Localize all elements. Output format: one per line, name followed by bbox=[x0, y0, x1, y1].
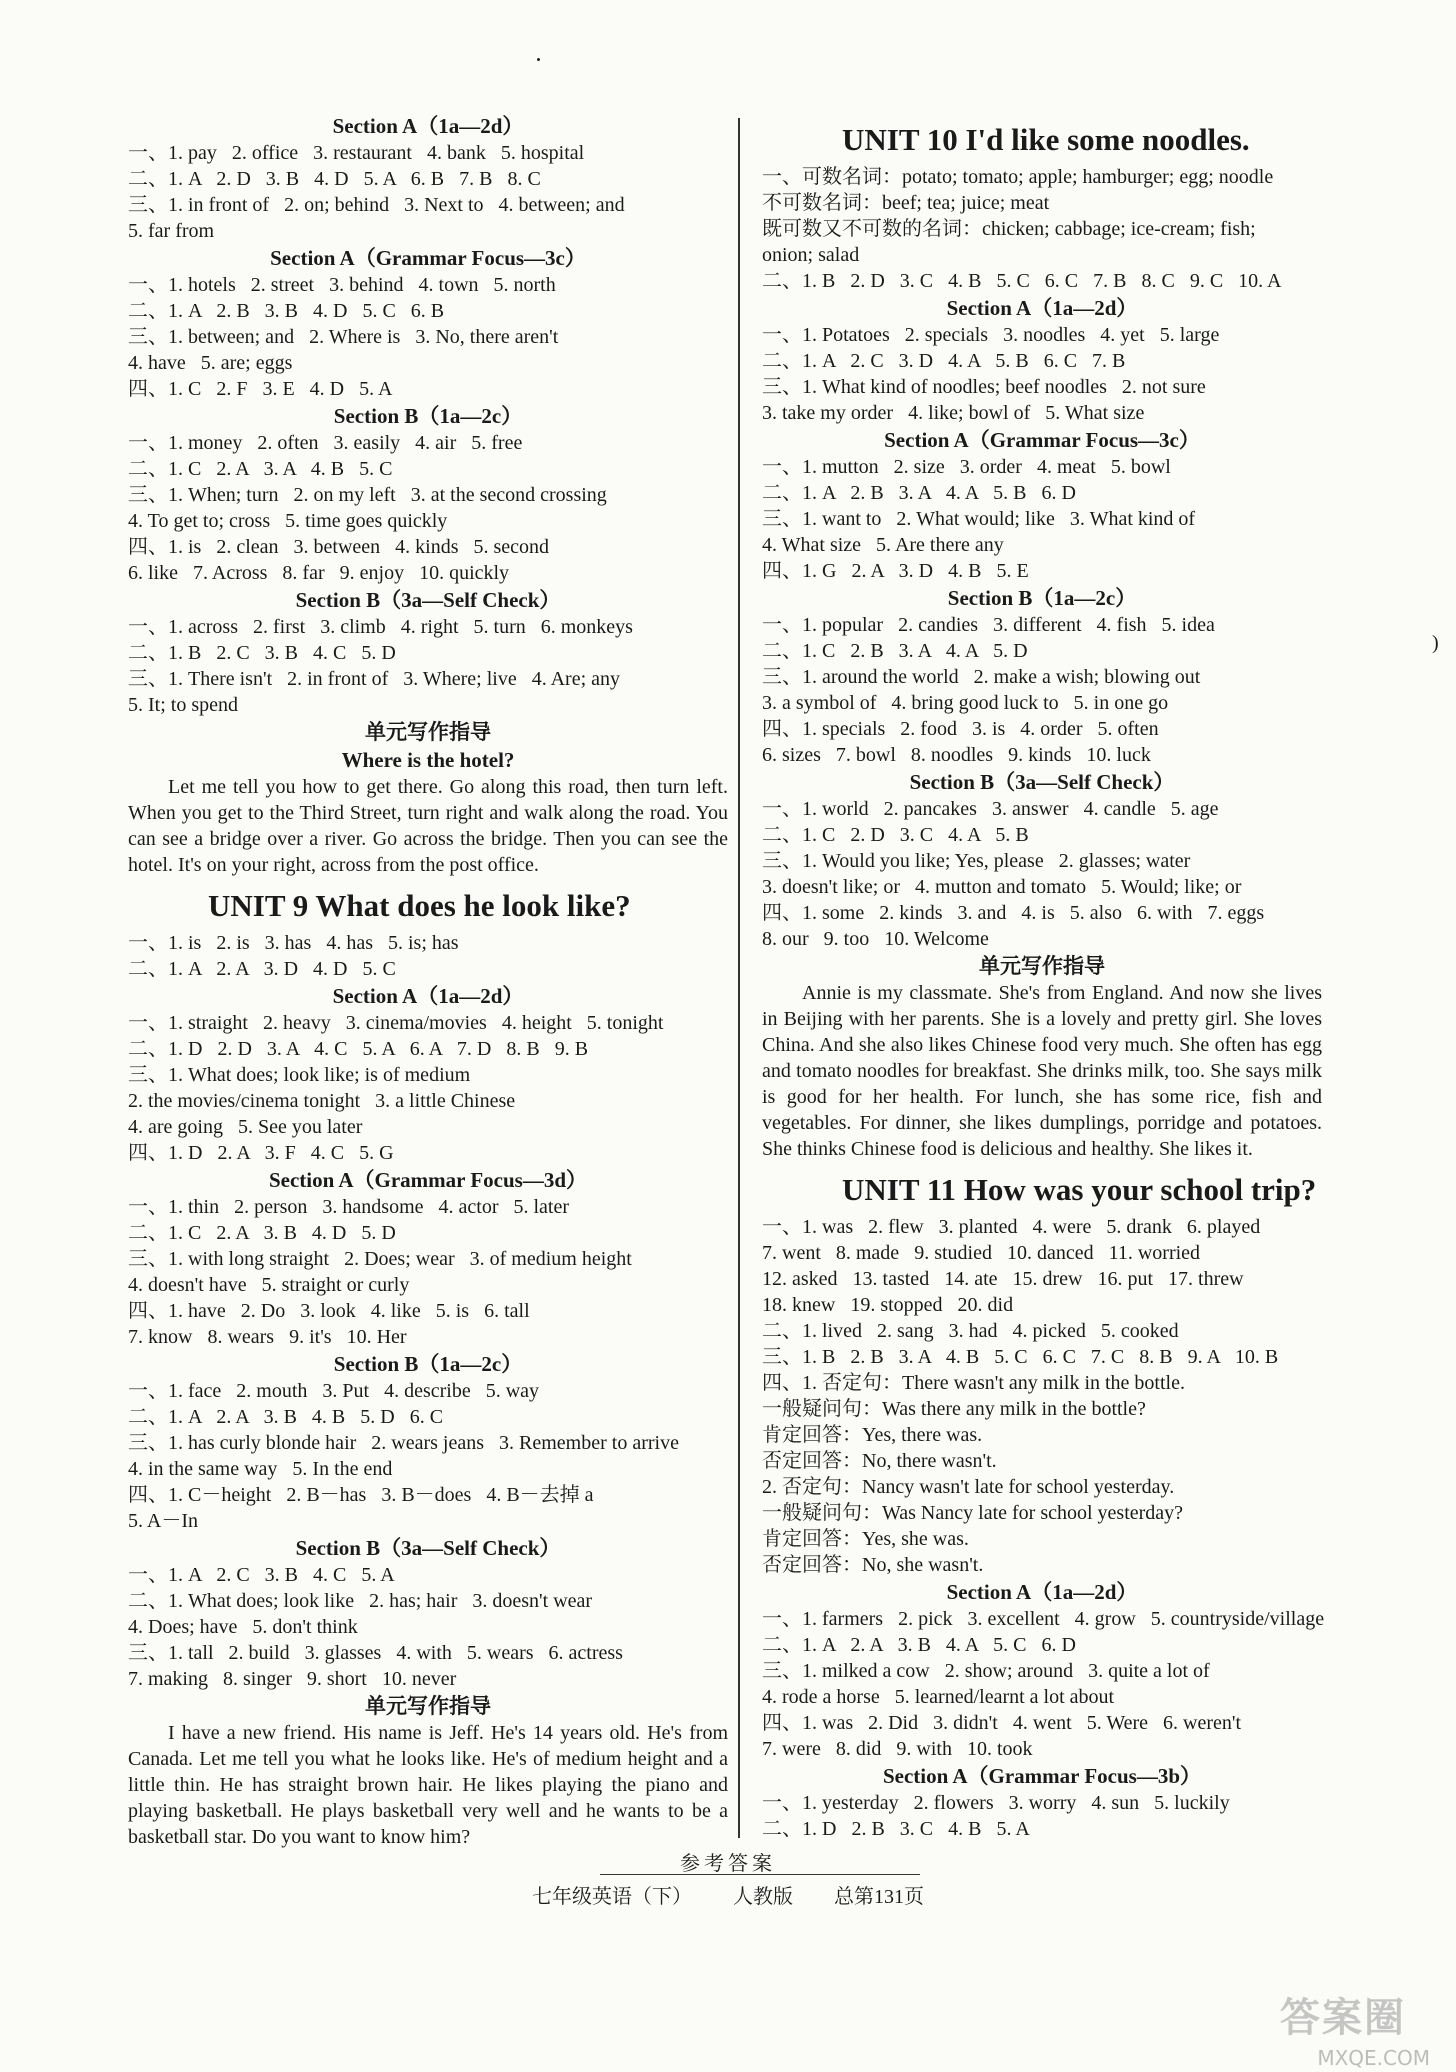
answer-line: 4. doesn't have 5. straight or curly bbox=[128, 1274, 410, 1296]
section-heading: Section A（Grammar Focus—3c） bbox=[884, 428, 1200, 452]
answer-line: 二、1. A 2. B 3. B 4. D 5. C 6. B bbox=[128, 300, 445, 322]
section-heading: Section A（1a—2d） bbox=[946, 296, 1138, 320]
answer-line: 三、1. Would you like; Yes, please 2. glasses; water bbox=[762, 850, 1191, 872]
section-heading: Section B（1a—2c） bbox=[333, 1352, 523, 1376]
answer-line: 三、1. has curly blonde hair 2. wears jeans 3. Remember to arrive bbox=[128, 1432, 679, 1454]
section-heading: Section B（3a—Self Check） bbox=[295, 588, 561, 612]
answer-line: 一、1. Potatoes 2. specials 3. noodles 4. yet 5. large bbox=[762, 324, 1220, 346]
answer-line: 5. far from bbox=[128, 220, 215, 242]
answer-line: 二、1. C 2. D 3. C 4. A 5. B bbox=[762, 824, 1029, 846]
answer-line: 7. went 8. made 9. studied 10. danced 11. worried bbox=[762, 1242, 1201, 1264]
answer-line: 一、1. hotels 2. street 3. behind 4. town 5. north bbox=[128, 274, 556, 296]
watermark-logo-text: 答案圈 bbox=[1280, 1995, 1406, 2041]
section-heading: 单元写作指导 bbox=[979, 954, 1105, 978]
answer-line: 5. It; to spend bbox=[128, 694, 238, 716]
answer-line: 三、1. When; turn 2. on my left 3. at the second crossing bbox=[128, 484, 607, 506]
answer-line: 三、1. tall 2. build 3. glasses 4. with 5. wears 6. actress bbox=[128, 1642, 623, 1664]
answer-line: 一、1. thin 2. person 3. handsome 4. actor 5. later bbox=[128, 1196, 570, 1218]
answer-line: 一、1. is 2. is 3. has 4. has 5. is; has bbox=[128, 932, 459, 954]
answer-line: 一、1. farmers 2. pick 3. excellent 4. grow 5. countryside/village bbox=[762, 1608, 1325, 1630]
answer-line: 18. knew 19. stopped 20. did bbox=[762, 1294, 1014, 1316]
section-heading: Section A（Grammar Focus—3c） bbox=[270, 246, 586, 270]
unit-title: UNIT 10 I'd like some noodles. bbox=[842, 122, 1250, 157]
answer-line: 四、1. was 2. Did 3. didn't 4. went 5. Were 6. weren't bbox=[762, 1712, 1242, 1734]
answer-line: 7. were 8. did 9. with 10. took bbox=[762, 1738, 1033, 1760]
answer-line: 3. take my order 4. like; bowl of 5. What size bbox=[762, 402, 1145, 424]
answer-line: 二、1. D 2. D 3. A 4. C 5. A 6. A 7. D 8. B 9. B bbox=[128, 1038, 589, 1060]
section-heading: Where is the hotel? bbox=[341, 748, 515, 772]
answer-line: 一、1. money 2. often 3. easily 4. air 5. free bbox=[128, 432, 523, 454]
answer-line: 三、1. in front of 2. on; behind 3. Next to 4. between; and bbox=[128, 194, 625, 216]
answer-line: 四、1. 否定句：There wasn't any milk in the bottle. bbox=[762, 1372, 1185, 1394]
answer-line: 二、1. A 2. C 3. D 4. A 5. B 6. C 7. B bbox=[762, 350, 1126, 372]
answer-line: 否定回答：No, she wasn't. bbox=[762, 1554, 984, 1576]
answer-line: 一、1. mutton 2. size 3. order 4. meat 5. bowl bbox=[762, 456, 1171, 478]
footer-title: 参考答案 bbox=[680, 1851, 776, 1875]
footer-grade: 七年级英语（下） bbox=[532, 1886, 692, 1908]
answer-line: 肯定回答：Yes, there was. bbox=[762, 1424, 983, 1446]
answer-line: 6. sizes 7. bowl 8. noodles 9. kinds 10. luck bbox=[762, 744, 1151, 766]
answer-line: 二、1. A 2. A 3. D 4. D 5. C bbox=[128, 958, 396, 980]
footer bbox=[0, 1880, 1456, 1909]
answer-line: onion; salad bbox=[762, 244, 860, 266]
answer-line: 四、1. D 2. A 3. F 4. C 5. G bbox=[128, 1142, 394, 1164]
answer-line: 一、可数名词：potato; tomato; apple; hamburger; egg; noodle bbox=[762, 166, 1274, 188]
answer-line: 既可数又不可数的名词：chicken; cabbage; ice-cream; fish; bbox=[762, 218, 1256, 240]
answer-line: 7. making 8. singer 9. short 10. never bbox=[128, 1668, 457, 1690]
answer-line: 一、1. face 2. mouth 3. Put 4. describe 5. way bbox=[128, 1380, 540, 1402]
section-heading: Section B（3a—Self Check） bbox=[909, 770, 1175, 794]
answer-line: 三、1. B 2. B 3. A 4. B 5. C 6. C 7. C 8. B 9. A 10. B bbox=[762, 1346, 1279, 1368]
answer-line: 三、1. milked a cow 2. show; around 3. quite a lot of bbox=[762, 1660, 1210, 1682]
section-heading: Section A（Grammar Focus—3b） bbox=[882, 1764, 1202, 1788]
answer-line: 二、1. A 2. A 3. B 4. B 5. D 6. C bbox=[128, 1406, 444, 1428]
answer-line: 一、1. popular 2. candies 3. different 4. fish 5. idea bbox=[762, 614, 1215, 636]
answer-line: 肯定回答：Yes, she was. bbox=[762, 1528, 969, 1550]
answer-line: 三、1. What does; look like; is of medium bbox=[128, 1064, 471, 1086]
answer-line: 4. have 5. are; eggs bbox=[128, 352, 293, 374]
watermark-logo bbox=[1280, 1995, 1430, 2070]
answer-line: 2. 否定句：Nancy wasn't late for school yesterday. bbox=[762, 1476, 1175, 1498]
answer-line: 二、1. What does; look like 2. has; hair 3. doesn't wear bbox=[128, 1590, 593, 1612]
writing-paragraph: Annie is my classmate. She's from England. And now she lives in Beijing with her parents. She is a lovely and pretty girl. She loves China. And she also likes Chinese food very much. She often has egg and tomato noodles for breakfast. She drinks milk, too. She says milk is good for her health. For lunch, she has some rice, fish and vegetables. For dinner, she likes dumplings, porridge and potatoes. She thinks Chinese food is delicious and healthy. She likes it. bbox=[762, 982, 1322, 1160]
answer-line: 一、1. was 2. flew 3. planted 4. were 5. drank 6. played bbox=[762, 1216, 1261, 1238]
answer-line: 7. know 8. wears 9. it's 10. Her bbox=[128, 1326, 407, 1348]
answer-line: 二、1. D 2. B 3. C 4. B 5. A bbox=[762, 1818, 1030, 1840]
answer-line: 一般疑问句：Was there any milk in the bottle? bbox=[762, 1398, 1146, 1420]
answer-line: 三、1. want to 2. What would; like 3. What kind of bbox=[762, 508, 1196, 530]
answer-line: 四、1. G 2. A 3. D 4. B 5. E bbox=[762, 560, 1029, 582]
answer-line: 二、1. C 2. A 3. A 4. B 5. C bbox=[128, 458, 393, 480]
margin-mark: ) bbox=[1432, 632, 1439, 654]
answer-line: 三、1. What kind of noodles; beef noodles 2. not sure bbox=[762, 376, 1206, 398]
section-heading: Section B（3a—Self Check） bbox=[295, 1536, 561, 1560]
answer-line: 一、1. yesterday 2. flowers 3. worry 4. sun 5. luckily bbox=[762, 1792, 1230, 1814]
footer-rule bbox=[600, 1874, 920, 1875]
answer-line: 二、1. B 2. D 3. C 4. B 5. C 6. C 7. B 8. C 9. C 10. A bbox=[762, 270, 1282, 292]
section-heading: Section A（1a—2d） bbox=[332, 984, 524, 1008]
answer-line: 一、1. A 2. C 3. B 4. C 5. A bbox=[128, 1564, 395, 1586]
answer-line: 三、1. with long straight 2. Does; wear 3. of medium height bbox=[128, 1248, 632, 1270]
answer-line: 二、1. A 2. B 3. A 4. A 5. B 6. D bbox=[762, 482, 1076, 504]
answer-line: 一、1. pay 2. office 3. restaurant 4. bank 5. hospital bbox=[128, 142, 585, 164]
column-divider bbox=[738, 118, 740, 1838]
answer-line: 12. asked 13. tasted 14. ate 15. drew 16. put 17. threw bbox=[762, 1268, 1244, 1290]
answer-line: 四、1. C－height 2. B－has 3. B－does 4. B－去掉 a bbox=[128, 1484, 594, 1506]
unit-title: UNIT 11 How was your school trip? bbox=[842, 1172, 1317, 1207]
answer-line: 4. in the same way 5. In the end bbox=[128, 1458, 393, 1480]
answer-line: 4. are going 5. See you later bbox=[128, 1116, 363, 1138]
section-heading: Section A（1a—2d） bbox=[946, 1580, 1138, 1604]
section-heading: Section B（1a—2c） bbox=[333, 404, 523, 428]
ink-dot bbox=[537, 58, 540, 61]
section-heading: Section B（1a—2c） bbox=[947, 586, 1137, 610]
watermark-url: MXQE.COM bbox=[1317, 2046, 1430, 2070]
answer-line: 三、1. around the world 2. make a wish; blowing out bbox=[762, 666, 1201, 688]
answer-line: 四、1. specials 2. food 3. is 4. order 5. often bbox=[762, 718, 1159, 740]
answer-line: 4. Does; have 5. don't think bbox=[128, 1616, 358, 1638]
answer-line: 否定回答：No, there wasn't. bbox=[762, 1450, 997, 1472]
answer-line: 3. doesn't like; or 4. mutton and tomato 5. Would; like; or bbox=[762, 876, 1242, 898]
answer-line: 四、1. C 2. F 3. E 4. D 5. A bbox=[128, 378, 393, 400]
answer-line: 三、1. There isn't 2. in front of 3. Where; live 4. Are; any bbox=[128, 668, 621, 690]
answer-line: 二、1. A 2. D 3. B 4. D 5. A 6. B 7. B 8. C bbox=[128, 168, 541, 190]
writing-paragraph: Let me tell you how to get there. Go along this road, then turn left. When you get to the Third Street, turn right and walk along the road. You can see a bridge over a river. Go across the bridge. Then you can see the hotel. It's on your right, across from the post office. bbox=[128, 776, 728, 876]
section-heading: 单元写作指导 bbox=[365, 720, 491, 744]
section-heading: Section A（Grammar Focus—3d） bbox=[268, 1168, 588, 1192]
answer-line: 四、1. have 2. Do 3. look 4. like 5. is 6. tall bbox=[128, 1300, 530, 1322]
answer-line: 4. rode a horse 5. learned/learnt a lot about bbox=[762, 1686, 1115, 1708]
right-column bbox=[762, 112, 1325, 1842]
answer-line: 2. the movies/cinema tonight 3. a little Chinese bbox=[128, 1090, 516, 1112]
answer-line: 5. A－In bbox=[128, 1510, 198, 1532]
writing-paragraph: I have a new friend. His name is Jeff. He's 14 years old. He's from Canada. Let me tell you what he looks like. He's of medium height and a little thin. He has straight brown hair. He likes playing the piano and playing basketball. He plays basketball very well and he wants to be a basketball star. Do you want to know him? bbox=[128, 1722, 728, 1848]
section-heading: Section A（1a—2d） bbox=[332, 114, 524, 138]
answer-line: 四、1. is 2. clean 3. between 4. kinds 5. second bbox=[128, 536, 550, 558]
answer-line: 一、1. world 2. pancakes 3. answer 4. candle 5. age bbox=[762, 798, 1219, 820]
answer-line: 3. a symbol of 4. bring good luck to 5. in one go bbox=[762, 692, 1169, 714]
answer-line: 4. To get to; cross 5. time goes quickly bbox=[128, 510, 448, 532]
section-heading: 单元写作指导 bbox=[365, 1694, 491, 1718]
answer-line: 不可数名词：beef; tea; juice; meat bbox=[762, 192, 1050, 214]
answer-line: 一般疑问句：Was Nancy late for school yesterday? bbox=[762, 1502, 1184, 1524]
left-column bbox=[128, 112, 728, 1850]
answer-line: 三、1. between; and 2. Where is 3. No, there aren't bbox=[128, 326, 559, 348]
answer-line: 一、1. across 2. first 3. climb 4. right 5. turn 6. monkeys bbox=[128, 616, 633, 638]
answer-line: 8. our 9. too 10. Welcome bbox=[762, 928, 989, 950]
unit-title: UNIT 9 What does he look like? bbox=[208, 888, 631, 923]
answer-line: 二、1. C 2. A 3. B 4. D 5. D bbox=[128, 1222, 396, 1244]
answer-line: 四、1. some 2. kinds 3. and 4. is 5. also 6. with 7. eggs bbox=[762, 902, 1265, 924]
answer-line: 4. What size 5. Are there any bbox=[762, 534, 1004, 556]
answer-line: 二、1. B 2. C 3. B 4. C 5. D bbox=[128, 642, 396, 664]
answer-line: 6. like 7. Across 8. far 9. enjoy 10. quickly bbox=[128, 562, 510, 584]
footer-page: 总第131页 bbox=[834, 1886, 924, 1908]
answer-line: 二、1. A 2. A 3. B 4. A 5. C 6. D bbox=[762, 1634, 1076, 1656]
footer-edition: 人教版 bbox=[733, 1886, 793, 1908]
answer-line: 二、1. C 2. B 3. A 4. A 5. D bbox=[762, 640, 1028, 662]
answer-line: 二、1. lived 2. sang 3. had 4. picked 5. cooked bbox=[762, 1320, 1179, 1342]
answer-line: 一、1. straight 2. heavy 3. cinema/movies 4. height 5. tonight bbox=[128, 1012, 664, 1034]
